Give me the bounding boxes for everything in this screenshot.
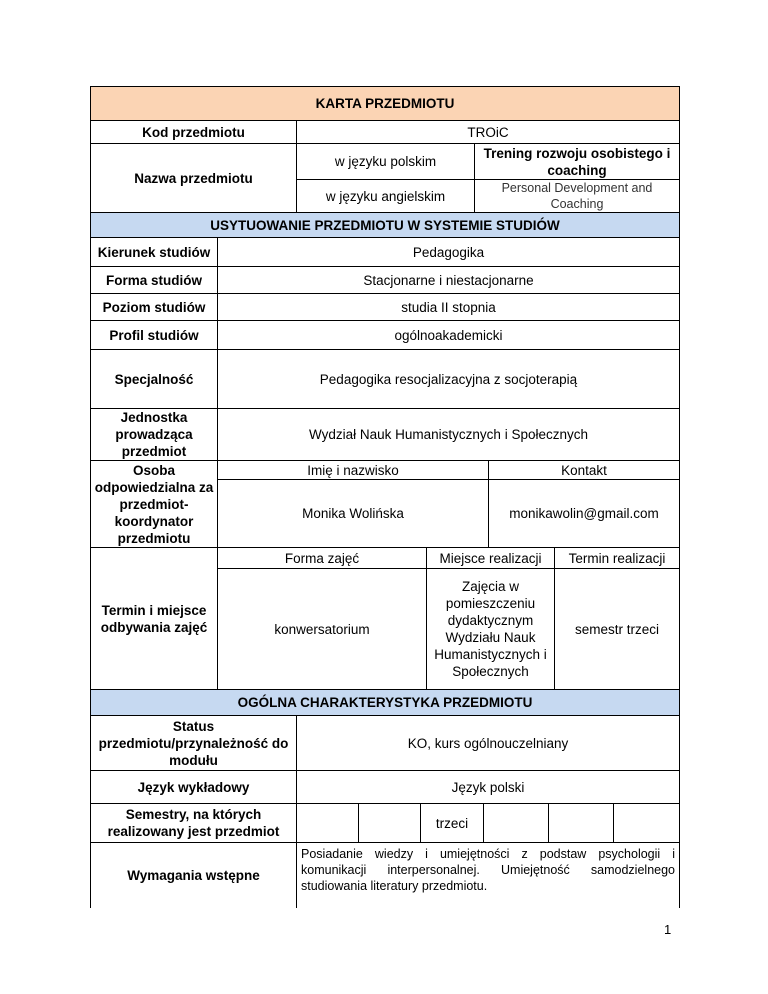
termin-miejsce-header: Miejsce realizacji [426, 547, 555, 569]
wymagania-value: Posiadanie wiedzy i umiejętności z podstaw psychologii i komunikacji interpersonalnej. Umiejętność samodzielnego studiowania literatury przedmiotu. [296, 842, 680, 908]
profil-value: ogólnoakademicki [217, 320, 680, 350]
nazwa-pl-label: w języku polskim [296, 143, 475, 180]
termin-termin: semestr trzeci [554, 568, 680, 690]
nazwa-en-value: Personal Development and Coaching [474, 179, 680, 213]
osoba-name: Monika Wolińska [217, 479, 489, 548]
kierunek-label: Kierunek studiów [90, 237, 218, 267]
nazwa-pl-value: Trening rozwoju osobistego i coaching [474, 143, 680, 180]
profil-label: Profil studiów [90, 320, 218, 350]
semestr-cell-2 [358, 803, 421, 843]
termin-label: Termin i miejsce odbywania zajęć [90, 547, 218, 690]
semestr-cell-5 [548, 803, 614, 843]
termin-miejsce: Zajęcia w pomieszczeniu dydaktycznym Wydziału Nauk Humanistycznych i Społecznych [426, 568, 555, 690]
osoba-label: Osoba odpowiedzialna za przedmiot- koordynator przedmiotu [90, 460, 218, 548]
card-title: KARTA PRZEDMIOTU [90, 86, 680, 121]
forma-label: Forma studiów [90, 266, 218, 294]
osoba-name-header: Imię i nazwisko [217, 460, 489, 480]
poziom-label: Poziom studiów [90, 293, 218, 321]
semestr-cell-6 [613, 803, 680, 843]
semestr-cell-1 [296, 803, 359, 843]
kod-value: TROiC [296, 120, 680, 144]
jezyk-label: Język wykładowy [90, 770, 297, 804]
jezyk-value: Język polski [296, 770, 680, 804]
termin-forma: konwersatorium [217, 568, 427, 690]
osoba-contact-header: Kontakt [488, 460, 680, 480]
nazwa-en-label: w języku angielskim [296, 179, 475, 213]
forma-value: Stacjonarne i niestacjonarne [217, 266, 680, 294]
osoba-contact: monikawolin@gmail.com [488, 479, 680, 548]
termin-termin-header: Termin realizacji [554, 547, 680, 569]
page-number: 1 [664, 922, 672, 937]
specjalnosc-label: Specjalność [90, 349, 218, 409]
kod-label: Kod przedmiotu [90, 120, 297, 144]
semestr-cell-4 [483, 803, 549, 843]
status-label: Status przedmiotu/przynależność do modułu [90, 715, 297, 771]
kierunek-value: Pedagogika [217, 237, 680, 267]
nazwa-label: Nazwa przedmiotu [90, 143, 297, 213]
poziom-value: studia II stopnia [217, 293, 680, 321]
jednostka-value: Wydział Nauk Humanistycznych i Społecznych [217, 408, 680, 461]
semestr-cell-3: trzeci [420, 803, 484, 843]
specjalnosc-value: Pedagogika resocjalizacyjna z socjoterapią [217, 349, 680, 409]
termin-forma-header: Forma zajęć [217, 547, 427, 569]
wymagania-label: Wymagania wstępne [90, 842, 297, 908]
section-charakterystyka: OGÓLNA CHARAKTERYSTYKA PRZEDMIOTU [90, 689, 680, 716]
semestry-label: Semestry, na których realizowany jest przedmiot [90, 803, 297, 843]
status-value: KO, kurs ogólnouczelniany [296, 715, 680, 771]
section-usytuowanie: USYTUOWANIE PRZEDMIOTU W SYSTEMIE STUDIÓW [90, 212, 680, 238]
jednostka-label: Jednostka prowadząca przedmiot [90, 408, 218, 461]
